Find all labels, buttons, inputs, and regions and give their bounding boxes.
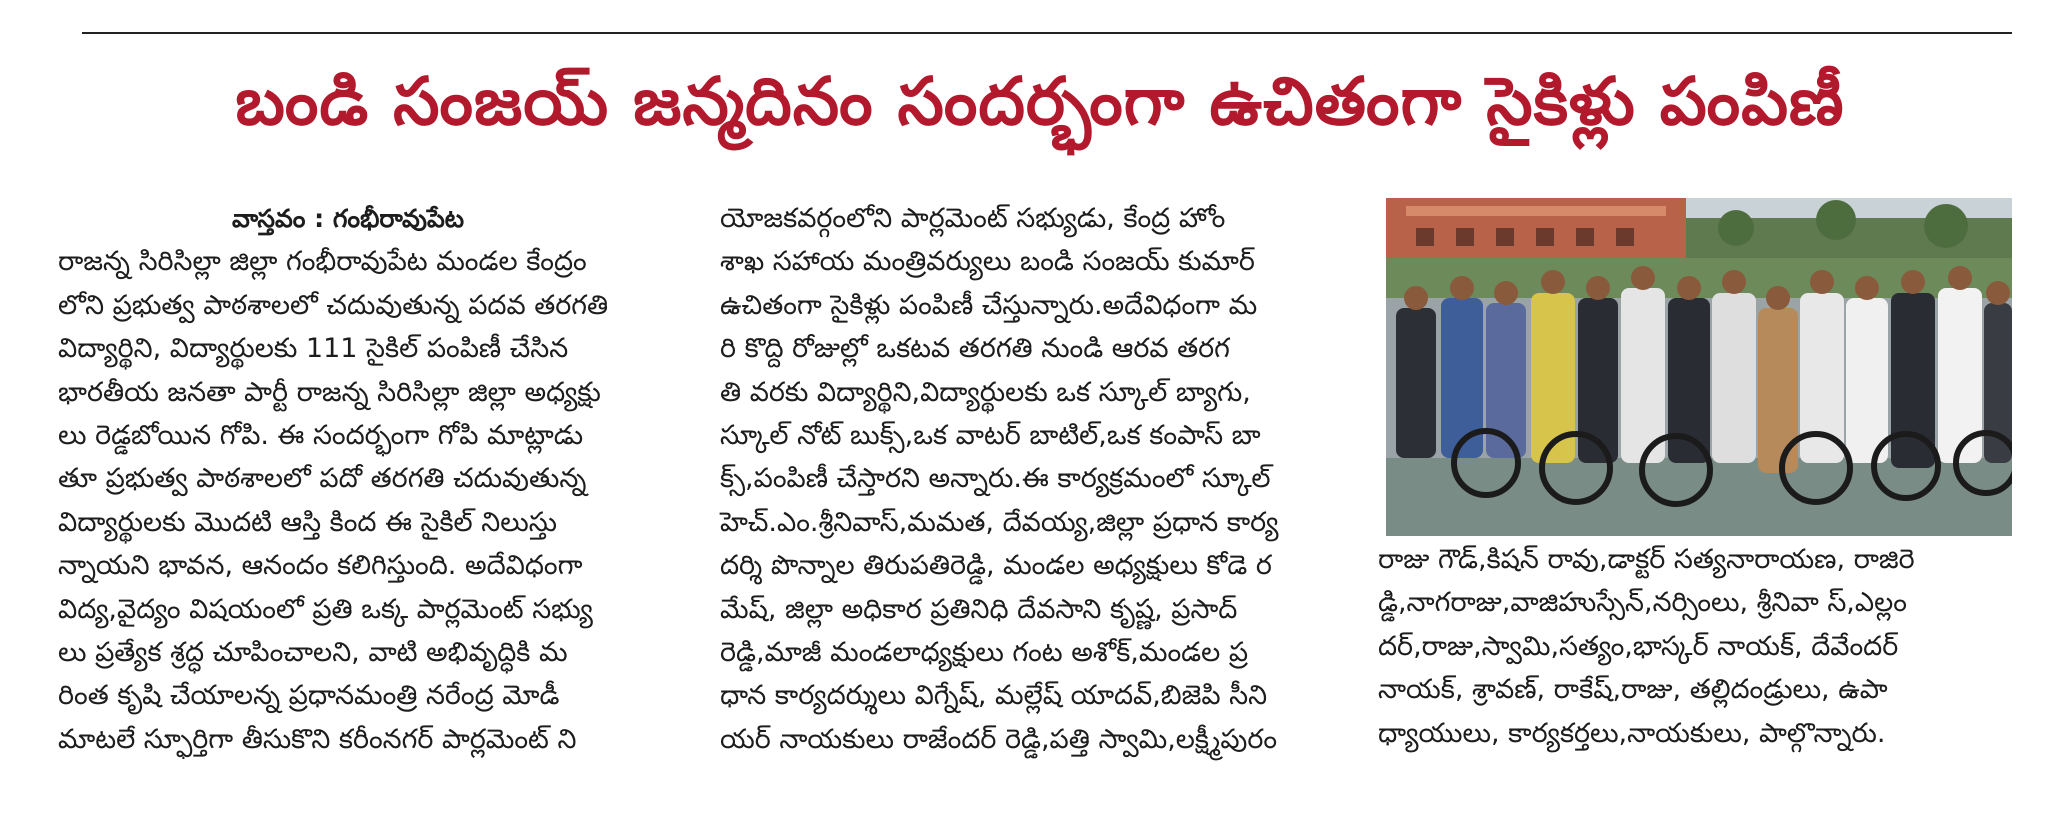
column-2-line: శాఖ సహాయ మంత్రివర్యులు బండి సంజయ్ కుమార్ — [720, 246, 1255, 278]
column-2-line: ధాన కార్యదర్శులు విగ్నేష్, మల్లేష్ యాదవ్,బిజెపి సీని — [720, 680, 1268, 712]
column-1-line: విద్యార్థిని, విద్యార్థులకు 111 సైకిల్ పంపిణీ చేసిన — [58, 333, 569, 365]
column-2-line: యోజకవర్గంలోని పార్లమెంట్ సభ్యుడు, కేంద్ర హోం — [720, 203, 1226, 234]
column-2-line: రి కొద్ది రోజుల్లో ఒకటవ తరగతి నుండి ఆరవ తరగ — [720, 333, 1230, 365]
top-rule — [82, 32, 2012, 34]
column-2-line: క్స్,పంపిణీ చేస్తారని అన్నారు.ఈ కార్యక్రమంలో స్కూల్ — [720, 463, 1271, 495]
article-column-1 — [58, 197, 678, 761]
column-1-line: విద్యార్థులకు మొదటి ఆస్తి కింద ఈ సైకిల్ నిలుస్తు — [58, 506, 557, 538]
article-column-2 — [720, 197, 1360, 761]
column-2-line: ఉచితంగా సైకిళ్లు పంపిణీ చేస్తున్నారు.అదేవిధంగా మ — [720, 289, 1258, 321]
column-2-line: యర్ నాయకులు రాజేందర్ రెడ్డి,పత్తి స్వామి,లక్ష్మీపురం — [720, 723, 1278, 755]
column-2-line: రెడ్డి,మాజీ మండలాధ్యక్షులు గంట అశోక్,మండల ప్ర — [720, 636, 1249, 668]
column-1-line: లు రెడ్డబోయిన గోపి. ఈ సందర్భంగా గోపి మాట్లాడు — [58, 419, 584, 451]
news-photo — [1386, 198, 2012, 536]
column-1-line: భారతీయ జనతా పార్టీ రాజన్న సిరిసిల్లా జిల్లా అధ్యక్షు — [58, 376, 601, 408]
column-1-lines — [58, 240, 678, 761]
column-2-line: మేష్, జిల్లా అధికార ప్రతినిధి దేవసాని కృష్ణ, ప్రసాద్ — [720, 593, 1238, 625]
column-2-lines — [720, 197, 1360, 761]
column-3-line: రాజు గౌడ్,కిషన్ రావు,డాక్టర్ సత్యనారాయణ, రాజిరె — [1378, 544, 1915, 575]
column-3-line: దర్,రాజు,స్వామి,సత్యం,భాస్కర్ నాయక్, దేవేందర్ — [1378, 630, 1899, 662]
column-2-line: స్కూల్ నోట్ బుక్స్,ఒక వాటర్ బాటిల్,ఒక కంపాస్ బా — [720, 419, 1261, 451]
column-1-line: రాజన్న సిరిసిల్లా జిల్లా గంభీరావుపేట మండల కేంద్రం — [58, 246, 587, 278]
dateline: వాస్తవం : గంభీరావుపేట — [231, 204, 465, 233]
column-3-lines — [1378, 538, 2018, 755]
column-1-line: న్నాయని భావన, ఆనందం కలిగిస్తుంది. అదేవిధంగా — [58, 550, 583, 582]
photo-illustration — [1386, 198, 2012, 536]
column-1-line: రింత కృషి చేయాలన్న ప్రధానమంత్రి నరేంద్ర మోడీ — [58, 680, 560, 712]
column-1-line: తూ ప్రభుత్వ పాఠశాలలో పదో తరగతి చదువుతున్న — [58, 463, 587, 495]
column-1-line: లోని ప్రభుత్వ పాఠశాలలో చదువుతున్న పదవ తరగతి — [58, 289, 609, 321]
column-3-line: డ్డి,నాగరాజు,వాజిహుస్సేన్,నర్సింలు, శ్రీనివా స్,ఎల్లం — [1378, 587, 1907, 619]
column-2-line: తి వరకు విద్యార్థిని,విద్యార్థులకు ఒక స్కూల్ బ్యాగు, — [720, 376, 1251, 408]
column-2-line: హెచ్.ఎం.శ్రీనివాస్,మమత, దేవయ్య,జిల్లా ప్రధాన కార్య — [720, 506, 1279, 538]
column-2-line: దర్శి పొన్నాల తిరుపతిరెడ్డి, మండల అధ్యక్షులు కోడె ర — [720, 550, 1272, 582]
column-1-line: మాటలే స్ఫూర్తిగా తీసుకొని కరీంనగర్ పార్లమెంట్ ని — [58, 723, 577, 755]
column-3-line: ధ్యాయులు, కార్యకర్తలు,నాయకులు, పాల్గొన్నారు. — [1378, 717, 1886, 749]
headline: బండి సంజయ్ జన్మదినం సందర్భంగా ఉచితంగా సైకిళ్లు పంపిణీ — [235, 63, 1845, 140]
column-1-line: లు ప్రత్యేక శ్రద్ధ చూపించాలని, వాటి అభివృద్ధికి మ — [58, 636, 568, 668]
column-1-line: విద్య,వైద్యం విషయంలో ప్రతి ఒక్క పార్లమెంట్ సభ్యు — [58, 593, 593, 625]
photo-caption-column — [1378, 538, 2018, 755]
column-3-line: నాయక్, శ్రావణ్, రాకేష్,రాజు, తల్లిదండ్రులు, ఉపా — [1378, 674, 1888, 706]
